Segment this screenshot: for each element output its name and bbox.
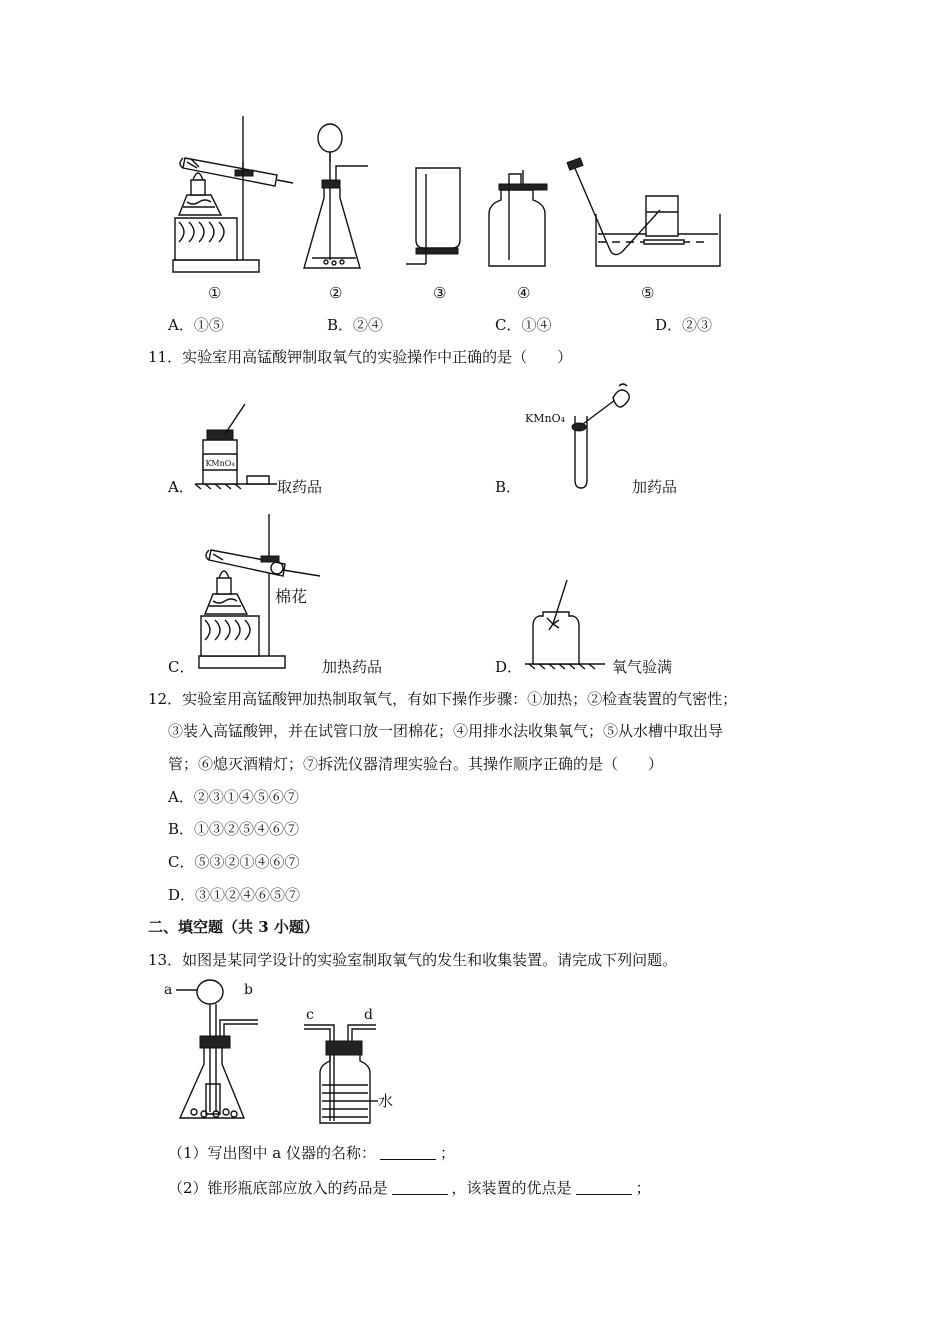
q10-figure-label-2: ② — [329, 284, 343, 302]
q13-answer-blank-3[interactable] — [576, 1180, 632, 1195]
q10-option-b[interactable]: B．②④ — [327, 316, 384, 334]
q10-figure-label-4: ④ — [517, 284, 531, 302]
q13-label-b: b — [244, 982, 253, 998]
q13-stem: 13．如图是某同学设计的实验室制取氧气的发生和收集装置。请完成下列问题。 — [148, 951, 678, 969]
q10-figure-5-water-trough — [560, 150, 730, 275]
q11-stem: 11．实验室用高锰酸钾制取氧气的实验操作中正确的是（ ） — [148, 348, 573, 366]
q10-option-a[interactable]: A．①⑤ — [168, 316, 224, 334]
q10-option-c[interactable]: C．①④ — [495, 316, 552, 334]
q11-option-b-kmno4-label: KMnO₄ — [525, 412, 565, 425]
q12-option-a[interactable]: A．②③①④⑤⑥⑦ — [168, 788, 299, 806]
q10-figure-3-inverted-bottle — [400, 160, 465, 275]
q11-option-a-bottle-label: KMnO₄ — [205, 459, 235, 468]
q11-option-b-figure — [525, 380, 640, 490]
q13-subquestion-2: （2）锥形瓶底部应放入的药品是 ，该装置的优点是 ； — [168, 1179, 651, 1197]
q10-figure-4-gas-bottle — [485, 160, 555, 275]
q13-label-d: d — [364, 1007, 373, 1023]
q11-option-d-caption: 氧气验满 — [612, 658, 673, 676]
q11-option-a-caption: 取药品 — [277, 478, 323, 496]
q13-label-water: 水 — [378, 1092, 394, 1110]
section-2-heading: 二、填空题（共 3 小题） — [148, 918, 319, 936]
q13-answer-blank-2[interactable] — [392, 1180, 448, 1195]
q13-answer-blank-1[interactable] — [380, 1145, 436, 1160]
q12-option-d[interactable]: D．③①②④⑥⑤⑦ — [168, 886, 301, 904]
q11-option-d-figure — [525, 580, 610, 670]
q12-stem-line-3: 管；⑥熄灭酒精灯；⑦拆洗仪器清理实验台。其操作顺序正确的是（ ） — [168, 755, 664, 773]
q10-figure-1-heating-apparatus — [165, 110, 300, 280]
q11-option-a-letter[interactable]: A． — [168, 478, 194, 496]
q10-figure-label-1: ① — [208, 284, 222, 302]
q12-option-c[interactable]: C．⑤③②①④⑥⑦ — [168, 853, 300, 871]
q11-option-c-cotton-label: 棉花 — [275, 587, 308, 606]
q11-option-c-figure — [195, 510, 330, 670]
q11-option-b-caption: 加药品 — [632, 478, 678, 496]
q10-figure-2-conical-flask — [300, 120, 375, 275]
q13-collector-apparatus — [300, 1005, 410, 1125]
q11-option-c-caption: 加热药品 — [322, 658, 383, 676]
q10-option-d[interactable]: D．②③ — [655, 316, 713, 334]
q10-figure-label-5: ⑤ — [641, 284, 655, 302]
q11-option-b-letter[interactable]: B． — [495, 478, 522, 496]
q10-figure-label-3: ③ — [433, 284, 447, 302]
q11-option-d-letter[interactable]: D． — [495, 658, 523, 676]
q12-stem-line-2: ③装入高锰酸钾，并在试管口放一团棉花；④用排水法收集氧气；⑤从水槽中取出导 — [168, 722, 724, 740]
q11-option-c-letter[interactable]: C． — [168, 658, 195, 676]
q11-option-a-figure — [195, 400, 280, 490]
q12-stem-line-1: 12．实验室用高锰酸钾加热制取氧气，有如下操作步骤：①加热；②检查装置的气密性； — [148, 690, 738, 708]
q13-subquestion-1: （1）写出图中 a 仪器的名称： ； — [168, 1144, 456, 1162]
q12-option-b[interactable]: B．①③②⑤④⑥⑦ — [168, 820, 300, 838]
q13-label-c: c — [306, 1007, 314, 1023]
q13-generator-apparatus — [160, 980, 270, 1125]
q13-label-a: a — [164, 982, 173, 998]
